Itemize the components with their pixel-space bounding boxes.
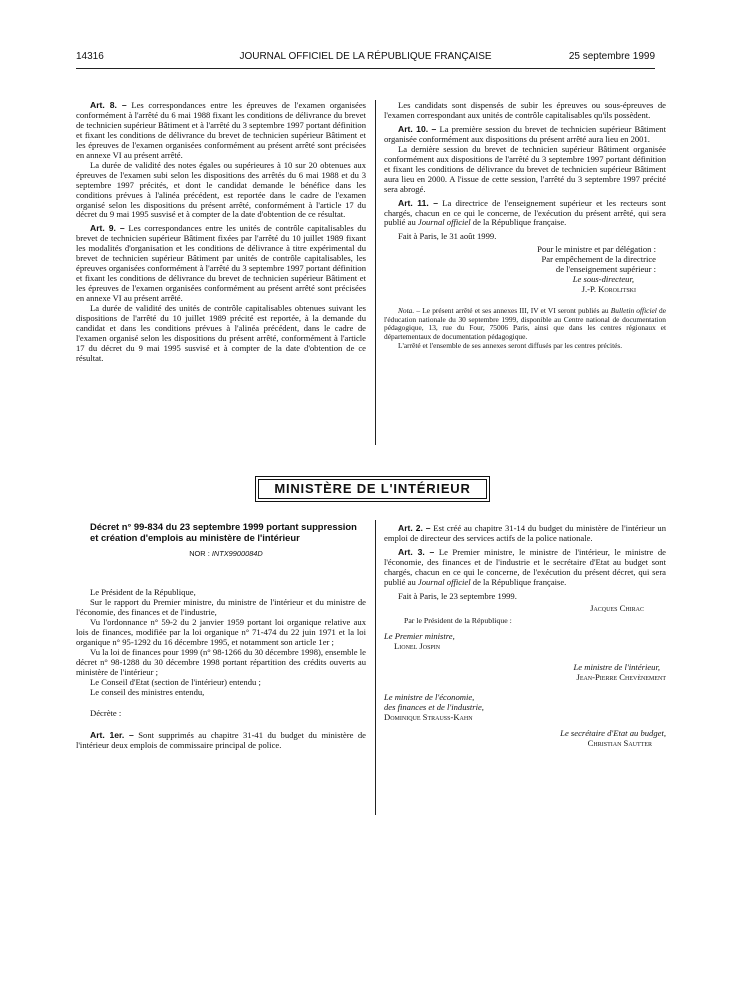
- decree-title: Décret n° 99-834 du 23 septembre 1999 portant suppression et création d'emplois au ministère de l'intérieur: [90, 521, 357, 543]
- me-title-2: des finances et de l'industrie,: [384, 702, 484, 713]
- me-title-1: Le ministre de l'économie,: [384, 692, 475, 703]
- top-left-column: [76, 101, 366, 364]
- art10-paragraph: Art. 10. – La première session du brevet de technicien supérieur Bâtiment organisée conformément aux dispositions du présent arrêté aura lieu en 2001.: [384, 123, 666, 144]
- page-header: [76, 51, 655, 65]
- decree-body: Le Président de la République, Sur le rapport du Premier ministre, du ministre de l'intérieur et du ministre de l'économie, des finances et de l'industrie, Vu l'ordonnance n° 59-2 du 2 janvier 1959 portant loi organique relative aux lois de finances, modifiée par la loi organique n° 71-474 du 22 juin 1971 et la loi organique n° 95-1292 du 16 décembre 1995, et notamment son article 1er ; Vu la loi de finances pour 1999 (n° 98-1266 du 30 décembre 1998), ensemble le décret n° 98-1288 du 30 décembre 1998 portant répartition des crédits ouverts au ministère de l'intérieur ; Le Conseil d'Etat (section de l'intérieur) entendu ; Le conseil des ministres entendu, Décrète : Art. 1er. – Sont supprimés au chapitre 31-41 du budget du ministère de l'intérieur deux emplois de commissaire principal de police.: [76, 587, 366, 751]
- art8-paragraph: Art. 8. – Les correspondances entre les épreuves de l'examen organisées conformément à l'arrêté du 6 mai 1988 fixant les conditions de délivrance du brevet de technicien supérieur Bâtiment et à l'arrêté du 3 septembre 1997 portant définition et fixant les conditions de délivrance du brevet de technicien supérieur Bâtiment et les épreuves de l'examen organisées conformément au présent arrêté sont précisées en annexe VI au présent arrêté.: [76, 100, 367, 160]
- bottom-right-column: [384, 524, 666, 749]
- me-name: Dominique Strauss-Kahn: [384, 712, 473, 723]
- president-name: Jacques Chirac: [590, 602, 644, 613]
- signature-block: Pour le ministre et par délégation : Par empêchement de la directrice de l'enseignement supérieur : Le sous-directeur, J.-P. Korolitski: [537, 244, 656, 295]
- sb-title: Le secrétaire d'Etat au budget,: [560, 728, 666, 739]
- art10-paragraph-2: La dernière session du brevet de technicien supérieur Bâtiment organisée conformément aux dispositions de l'arrêté du 3 septembre 1997 portant définition et fixant les conditions de délivrance du brevet de technicien supérieur Bâtiment aura lieu en 2000. A l'issue de cette session, l'arrêté du 3 septembre 1997 précité sera abrogé.: [384, 143, 666, 194]
- fait-date: Fait à Paris, le 31 août 1999.: [398, 231, 497, 242]
- journal-title: JOURNAL OFFICIEL DE LA RÉPUBLIQUE FRANÇAISE: [239, 51, 492, 62]
- mi-title: Le ministre de l'intérieur,: [573, 662, 660, 673]
- bottom-left-column: [90, 522, 362, 567]
- nor-reference: NOR : INTX9900084D: [189, 549, 263, 558]
- art2-paragraph: Art. 2. – Est créé au chapitre 31-14 du budget du ministère de l'intérieur un emploi de directeur des services actifs de la police nationale.: [384, 523, 666, 543]
- fait-date-2: Fait à Paris, le 23 septembre 1999.: [398, 590, 517, 601]
- mi-name: Jean-Pierre Chevènement: [576, 672, 666, 683]
- art1-paragraph: Art. 1er. – Sont supprimés au chapitre 31-41 du budget du ministère de l'intérieur deux emplois de commissaire principal de police.: [76, 730, 366, 751]
- column-divider-top: [375, 100, 376, 445]
- top-right-column: [384, 101, 666, 350]
- art11-paragraph: Art. 11. – La directrice de l'enseignement supérieur et les recteurs sont chargés, chacun en ce qui le concerne, de l'exécution du présent arrêté, qui sera publié au Journal officiel de la République française.: [384, 197, 667, 228]
- nota-block: Nota. – Le présent arrêté et ses annexes III, IV et VI seront publiés au Bulletin officiel de l'éducation nationale du 30 septembre 1999, disponible au Centre national de documentation pédagogique, 13, rue du Four, 75006 Paris, ainsi que dans les centres régionaux et départementaux de documentation pédagogique. L'arrêté et l'ensemble de ses annexes seront diffusés par les centres précités.: [384, 306, 666, 350]
- column-divider-bottom: [375, 520, 376, 815]
- art9-paragraph-2: La durée de validité des unités de contrôle capitalisables obtenues suivant les dispositions de l'arrêté du 10 juillet 1989 précité est reportée, à la demande du candidat et dans les conditions prévues à l'alinéa précédent, dans le cadre de l'examen organisé selon les dispositions du présent arrêté, conformément à l'article 17 du décret du 9 mai 1995 susvisé et à compter de la date d'obtention de ce résultat.: [76, 303, 366, 363]
- header-rule: [76, 68, 655, 69]
- art3-paragraph: Art. 3. – Le Premier ministre, le ministre de l'intérieur, le ministre de l'économie, des finances et de l'industrie et le secrétaire d'Etat au budget sont chargés, chacun en ce qui le concerne, de l'exécution du présent décret, qui sera publié au Journal officiel de la République française.: [384, 546, 666, 587]
- issue-date: 25 septembre 1999: [568, 51, 655, 62]
- pm-name: Lionel Jospin: [394, 640, 441, 651]
- sb-name: Christian Sautter: [587, 738, 652, 749]
- par-le-president: Par le Président de la République :: [404, 615, 512, 625]
- art9-paragraph: Art. 9. – Les correspondances entre les unités de contrôle capitalisables du brevet de technicien supérieur Bâtiment fixées par l'arrêté du 10 juillet 1989 fixant les modalités d'organisation et les conditions de délivrance à titre expérimental du brevet de technicien supérieur Bâtiment par unités de contrôle capitalisables, les épreuves organisées conformément à l'arrêté du 3 septembre 1997 portant définition et fixant les conditions de délivrance du brevet de technicien supérieur Bâtiment et les épreuves de l'examen organisées conformément au présent arrêté sont précisées en annexe VI au présent arrêté.: [76, 223, 366, 304]
- decrete-label: Décrète :: [90, 708, 122, 719]
- dispense-paragraph: Les candidats sont dispensés de subir les épreuves ou sous-épreuves de l'examen correspondant aux unités de contrôle capitalisables qu'ils possèdent.: [384, 100, 666, 120]
- art8-paragraph-2: La durée de validité des notes égales ou supérieures à 10 sur 20 obtenues aux épreuves de l'examen subi selon les dispositions des arrêtés du 6 mai 1988 et du 3 septembre 1997 précités, et dont le candidat demande le bénéfice dans les conditions prévues à l'alinéa précédent, est reportée dans le cadre de l'examen organisé selon les dispositions du présent arrêté, conformément à l'article 17 du décret du 9 mai 1995 susvisé et à compter de la date d'obtention de ce résultat.: [76, 159, 366, 220]
- page-number: 14316: [76, 51, 104, 62]
- pm-title: Le Premier ministre,: [384, 630, 455, 641]
- ministry-banner: MINISTÈRE DE L'INTÉRIEUR: [255, 476, 490, 502]
